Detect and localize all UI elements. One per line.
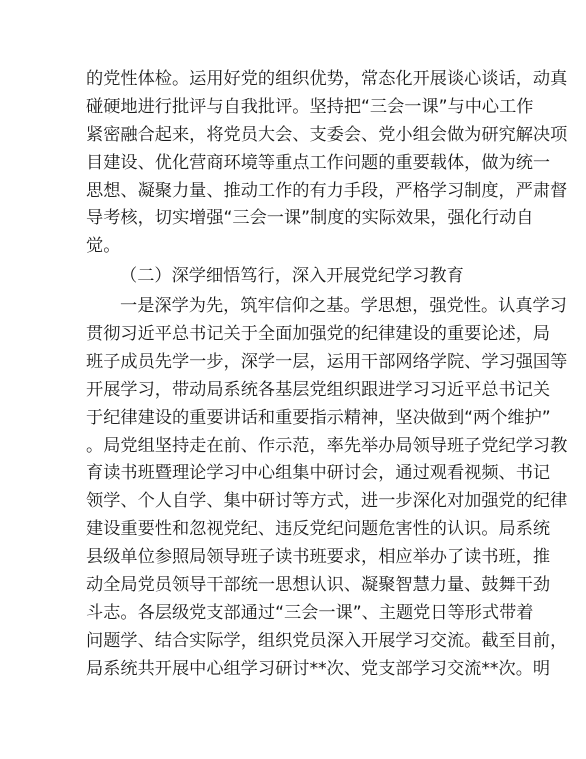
body-line: 导考核，切实增强“三会一课”制度的实际效果，强化行动自 bbox=[86, 208, 534, 229]
body-line: 。局党组坚持走在前、作示范，率先举办局领导班子党纪学习教 bbox=[86, 435, 568, 456]
body-line: 班子成员先学一步，深学一层，运用干部网络学院、学习强国等 bbox=[86, 351, 568, 372]
section-heading: （二）深学细悟笃行，深入开展党纪学习教育 bbox=[120, 266, 464, 287]
body-line: 斗志。各层级党支部通过“三会一课”、主题党日等形式带着 bbox=[86, 602, 534, 623]
body-line: 觉。 bbox=[86, 236, 121, 257]
body-line: 贯彻习近平总书记关于全面加强党的纪律建设的重要论述，局 bbox=[86, 324, 551, 345]
body-line: 思想、凝聚力量、推动工作的有力手段，严格学习制度，严肃督 bbox=[86, 180, 568, 201]
document-body bbox=[86, 66, 568, 684]
body-line: 领学、个人自学、集中研讨等方式，进一步深化对加强党的纪律 bbox=[86, 491, 568, 512]
body-line: 局系统共开展中心组学习研讨**次、党支部学习交流**次。明 bbox=[86, 658, 551, 679]
body-line: 目建设、优化营商环境等重点工作问题的重要载体，做为统一 bbox=[86, 152, 551, 173]
body-line: 一是深学为先，筑牢信仰之基。学思想，强党性。认真学习 bbox=[120, 296, 567, 317]
body-line: 县级单位参照局领导班子读书班要求，相应举办了读书班，推 bbox=[86, 547, 551, 568]
body-line: 的党性体检。运用好党的组织优势，常态化开展谈心谈话，动真 bbox=[86, 69, 568, 89]
body-line: 碰硬地进行批评与自我批评。坚持把“三会一课”与中心工作 bbox=[86, 96, 534, 117]
body-line: 动全局党员领导干部统一思想认识、凝聚智慧力量、鼓舞干劲 bbox=[86, 575, 551, 596]
body-line: 开展学习，带动局系统各基层党组织跟进学习习近平总书记关 bbox=[86, 379, 551, 400]
body-line: 育读书班暨理论学习中心组集中研讨会，通过观看视频、书记 bbox=[86, 463, 551, 484]
body-line: 于纪律建设的重要讲话和重要指示精神，坚决做到“两个维护” bbox=[86, 407, 551, 428]
body-line: 建设重要性和忽视党纪、违反党纪问题危害性的认识。局系统 bbox=[86, 519, 551, 540]
body-line: 紧密融合起来，将党员大会、支委会、党小组会做为研究解决项 bbox=[86, 124, 568, 145]
body-line: 问题学、结合实际学，组织党员深入开展学习交流。截至目前， bbox=[86, 630, 568, 651]
